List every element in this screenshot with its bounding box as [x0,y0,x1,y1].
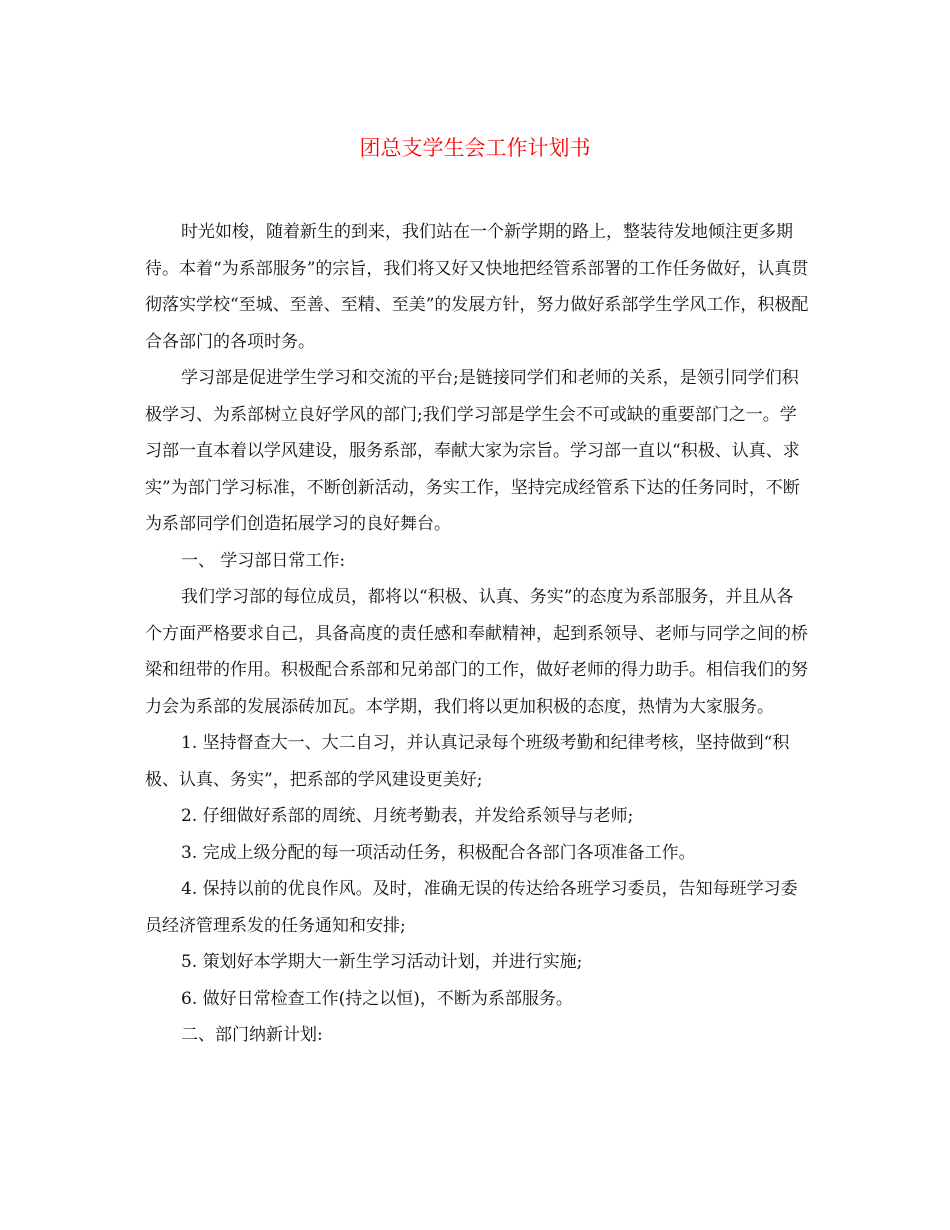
list-item-2: 2. 仔细做好系部的周统、月统考勤表，并发给系领导与老师; [181,806,634,826]
document-title: 团总支学生会工作计划书 [359,136,591,160]
section-heading-daily-work: 一、 学习部日常工作: [181,550,346,571]
paragraph-members-attitude: 我们学习部的每位成员，都将以“积极、认真、务实”的态度为系部服务，并且从各个方面严格要求自己，具备高度的责任感和奉献精神，起到系领导、老师与同学之间的桥梁和纽带的作用。积极配合系部和兄弟部门的工作，做好老师的得力助手。相信我们的努力会为系部的发展添砖加瓦。本学期，我们将以更加积极的态度，热情为大家服务。 [145,587,808,717]
list-item-3: 3. 完成上级分配的每一项活动任务，积极配合各部门各项准备工作。 [181,842,696,863]
list-item-5: 5. 策划好本学期大一新生学习活动计划，并进行实施; [181,952,583,972]
paragraph-study-department: 学习部是促进学生学习和交流的平台;是链接同学们和老师的关系，是领引同学们积极学习、为系部树立良好学风的部门;我们学习部是学生会不可或缺的重要部门之一。学习部一直本着以学风建设，服务系部，奉献大家为宗旨。学习部一直以“积极、认真、求实”为部门学习标准，不断创新活动，务实工作，坚持完成经管系下达的任务同时，不断为系部同学们创造拓展学习的良好舞台。 [145,368,800,534]
list-item-4: 4. 保持以前的优良作风。及时，准确无误的传达给各班学习委员，告知每班学习委员经济管理系发的任务通知和安排; [145,879,798,936]
document-body [145,214,810,1054]
list-item-1: 1. 坚持督查大一、大二自习，并认真记录每个班级考勤和纪律考核，坚持做到“积极、认真、务实”，把系部的学风建设更美好; [145,733,790,790]
paragraph-intro: 时光如梭，随着新生的到来，我们站在一个新学期的路上，整装待发地倾注更多期待。本着“为系部服务”的宗旨，我们将又好又快地把经管系部署的工作任务做好，认真贯彻落实学校“至城、至善、至精、至美”的发展方针，努力做好系部学生学风工作，积极配合各部门的各项时务。 [145,222,809,352]
section-heading-recruitment: 二、部门纳新计划: [181,1025,323,1045]
list-item-6: 6. 做好日常检查工作(持之以恒)，不断为系部服务。 [181,988,573,1009]
